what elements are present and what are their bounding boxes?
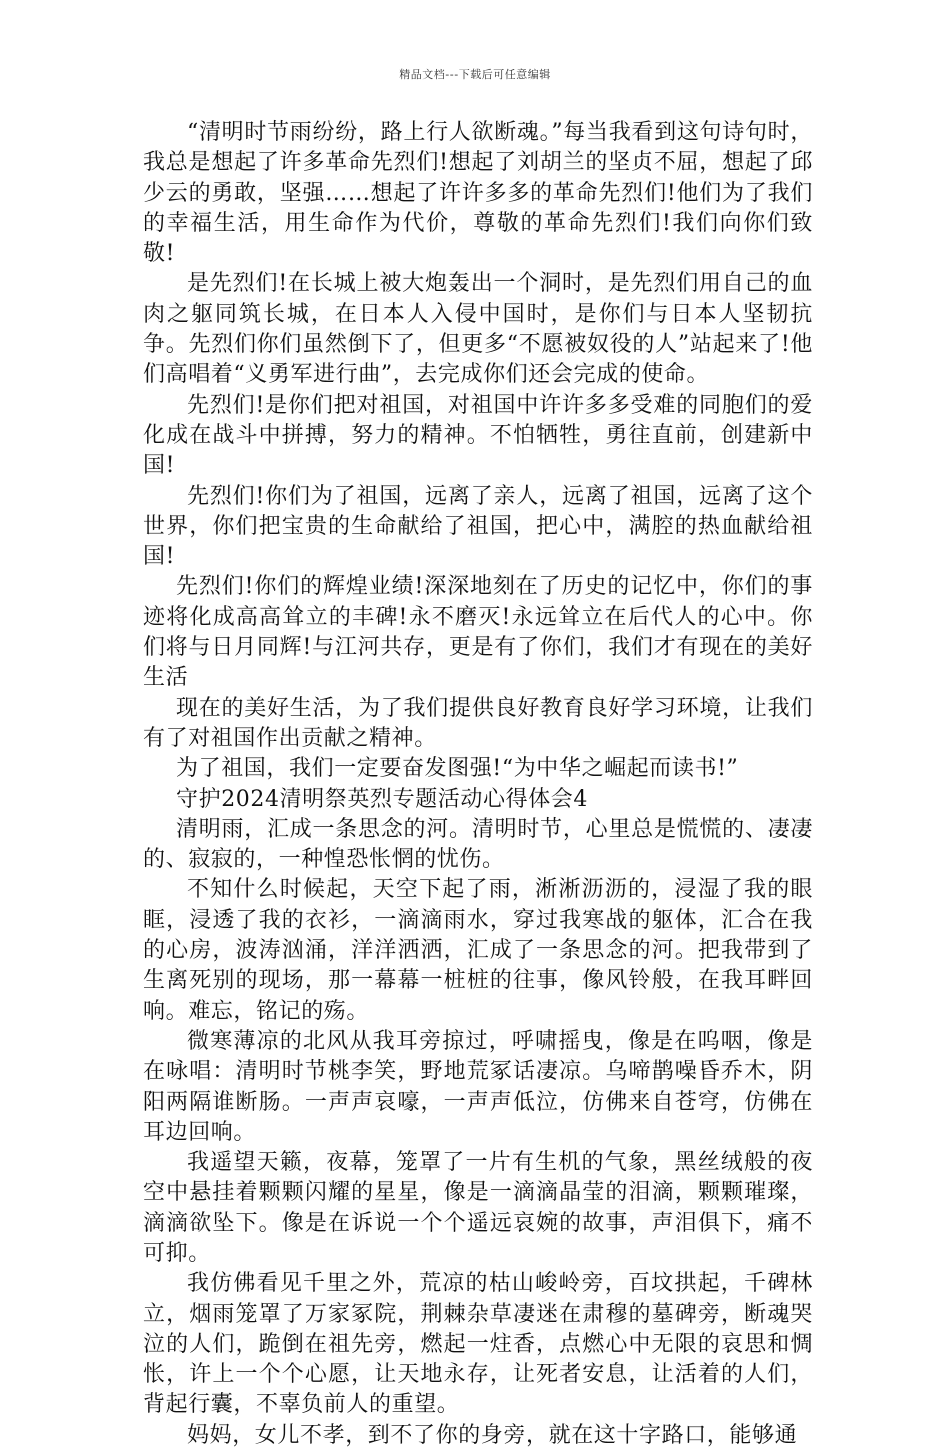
paragraph-1: “清明时节雨纷纷，路上行人欲断魂。”每当我看到这句诗句时，我总是想起了许多革命先烈们!想起了刘胡兰的坚贞不屈，想起了邱少云的勇敢，坚强……想起了许许多多的革命先烈们!他们为了我们的幸福生活，用生命作为代价，尊敬的革命先烈们!我们向你们致敬! bbox=[143, 120, 813, 267]
document-body bbox=[143, 118, 813, 1451]
paragraph-8: 清明雨，汇成一条思念的河。清明时节，心里总是慌慌的、凄凄的、寂寂的，一种惶恐怅惘的忧伤。 bbox=[143, 816, 813, 873]
paragraph-10: 微寒薄凉的北风从我耳旁掠过，呼啸摇曳，像是在呜咽，像是在咏唱：清明时节桃李笑，野地荒冢话凄凉。乌啼鹊噪昏乔木，阴阳两隔谁断肠。一声声哀嚎，一声声低泣，仿佛来自苍穹，仿佛在耳边回响。 bbox=[143, 1028, 813, 1145]
page-header: 精品文档---下载后可任意编辑 bbox=[399, 68, 551, 81]
section-title: 守护2024清明祭英烈专题活动心得体会4 bbox=[176, 786, 588, 812]
paragraph-5: 先烈们!你们的辉煌业绩!深深地刻在了历史的记忆中，你们的事迹将化成高高耸立的丰碑!永不磨灭!永远耸立在后代人的心中。你们将与日月同辉!与江河共存，更是有了你们，我们才有现在的美好生活 bbox=[143, 574, 813, 691]
paragraph-11: 我遥望天籁，夜幕，笼罩了一片有生机的气象，黑丝绒般的夜空中悬挂着颗颗闪耀的星星，像是一滴滴晶莹的泪滴，颗颗璀璨，滴滴欲坠下。像是在诉说一个个遥远哀婉的故事，声泪俱下，痛不可抑。 bbox=[143, 1150, 813, 1266]
paragraph-12: 我仿佛看见千里之外，荒凉的枯山峻岭旁，百坟拱起，千碑林立，烟雨笼罩了万家冢院，荆棘杂草凄迷在肃穆的墓碑旁，断魂哭泣的人们，跪倒在祖先旁，燃起一炷香，点燃心中无限的哀思和惆怅，许上一个个心愿，让天地永存，让死者安息，让活着的人们，背起行囊，不辜负前人的重望。 bbox=[143, 1271, 813, 1418]
paragraph-6: 现在的美好生活，为了我们提供良好教育良好学习环境，让我们有了对祖国作出贡献之精神。 bbox=[143, 695, 813, 751]
paragraph-4: 先烈们!你们为了祖国，远离了亲人，远离了祖国，远离了这个世界，你们把宝贵的生命献给了祖国，把心中，满腔的热血献给祖国! bbox=[143, 483, 813, 570]
paragraph-7: 为了祖国，我们一定要奋发图强!“为中华之崛起而读书!” bbox=[176, 756, 739, 782]
paragraph-13: 妈妈，女儿不孝，到不了你的身旁，就在这十字路口，能够通 bbox=[187, 1422, 798, 1448]
paragraph-3: 先烈们!是你们把对祖国，对祖国中许许多多受难的同胞们的爱化成在战斗中拼搏，努力的精神。不怕牺牲，勇往直前，创建新中国! bbox=[143, 392, 813, 479]
paragraph-2: 是先烈们!在长城上被大炮轰出一个洞时，是先烈们用自己的血肉之躯同筑长城，在日本人入侵中国时，是你们与日本人坚韧抗争。先烈们你们虽然倒下了，但更多“不愿被奴役的人”站起来了!他们高唱着“义勇军进行曲”，去完成你们还会完成的使命。 bbox=[143, 271, 813, 388]
paragraph-9: 不知什么时候起，天空下起了雨，淅淅沥沥的，浸湿了我的眼眶，浸透了我的衣衫，一滴滴雨水，穿过我寒战的躯体，汇合在我的心房，波涛汹涌，洋洋洒洒，汇成了一条思念的河。把我带到了生离死别的现场，那一幕幕一桩桩的往事，像风铃般，在我耳畔回响。难忘，铭记的殇。 bbox=[143, 877, 813, 1024]
